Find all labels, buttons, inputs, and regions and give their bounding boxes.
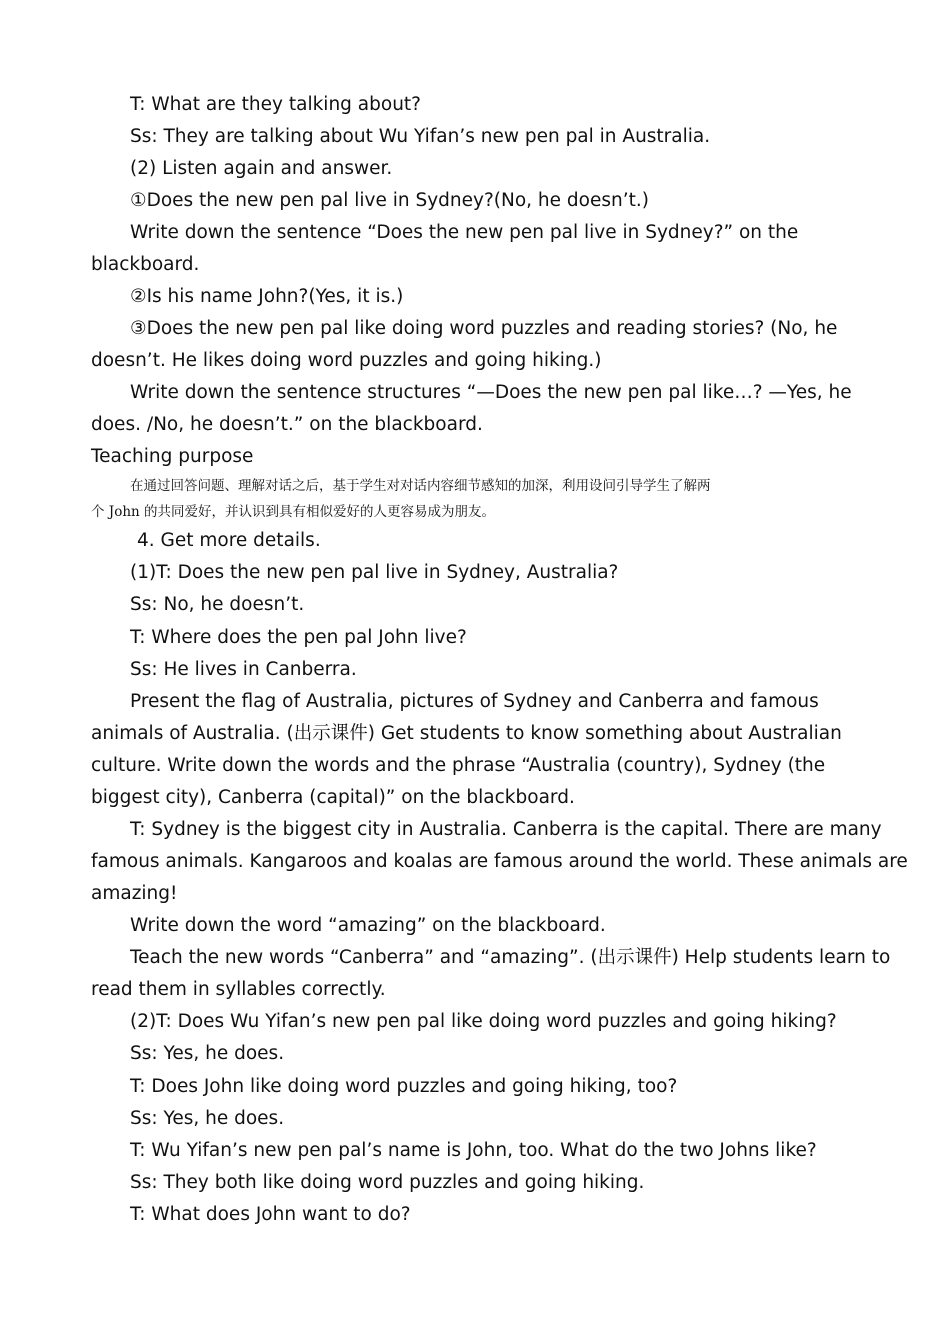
text-line: Ss: They are talking about Wu Yifan’s new pen pal in Australia. xyxy=(130,126,711,147)
text-line: (1)T: Does the new pen pal live in Sydney, Australia? xyxy=(130,562,619,583)
text-line: Ss: Yes, he does. xyxy=(130,1108,285,1129)
text-line: blackboard. xyxy=(91,254,200,275)
text-line: Ss: He lives in Canberra. xyxy=(130,659,357,680)
text-line: Write down the sentence structures “—Does the new pen pal like…? —Yes, he xyxy=(130,382,852,403)
text-line: Teach the new words “Canberra” and “amazing”. (出示课件) Help students learn to xyxy=(130,947,891,968)
text-line: ①Does the new pen pal live in Sydney?(No, he doesn’t.) xyxy=(130,190,649,211)
text-line: Write down the sentence “Does the new pen pal live in Sydney?” on the xyxy=(130,222,799,243)
text-line: culture. Write down the words and the phrase “Australia (country), Sydney (the xyxy=(91,755,826,776)
text-line: T: Sydney is the biggest city in Australia. Canberra is the capital. There are many xyxy=(130,819,882,840)
text-line: 4. Get more details. xyxy=(137,530,321,551)
text-line: famous animals. Kangaroos and koalas are famous around the world. These animals are xyxy=(91,851,908,872)
chinese-note-line: 在通过回答问题、理解对话之后，基于学生对对话内容细节感知的加深，利用设问引导学生了解两 xyxy=(130,478,711,494)
text-line: read them in syllables correctly. xyxy=(91,979,386,1000)
text-line: ③Does the new pen pal like doing word puzzles and reading stories? (No, he xyxy=(130,318,838,339)
text-line: T: Does John like doing word puzzles and going hiking, too? xyxy=(130,1076,678,1097)
text-line: Ss: Yes, he does. xyxy=(130,1043,285,1064)
text-line: doesn’t. He likes doing word puzzles and going hiking.) xyxy=(91,350,602,371)
text-line: ②Is his name John?(Yes, it is.) xyxy=(130,286,404,307)
text-line: T: Wu Yifan’s new pen pal’s name is John, too. What do the two Johns like? xyxy=(130,1140,817,1161)
text-line: (2)T: Does Wu Yifan’s new pen pal like doing word puzzles and going hiking? xyxy=(130,1011,837,1032)
text-line: animals of Australia. (出示课件) Get students to know something about Australian xyxy=(91,723,842,744)
section-heading: Teaching purpose xyxy=(91,446,254,467)
text-line: Present the flag of Australia, pictures of Sydney and Canberra and famous xyxy=(130,691,819,712)
text-line: T: Where does the pen pal John live? xyxy=(130,627,467,648)
text-line: does. /No, he doesn’t.” on the blackboard. xyxy=(91,414,483,435)
text-line: Ss: No, he doesn’t. xyxy=(130,594,305,615)
text-line: (2) Listen again and answer. xyxy=(130,158,393,179)
chinese-note-line: 个 John 的共同爱好，并认识到具有相似爱好的人更容易成为朋友。 xyxy=(91,504,496,520)
text-line: amazing! xyxy=(91,883,178,904)
text-line: T: What are they talking about? xyxy=(130,94,421,115)
text-line: biggest city), Canberra (capital)” on the blackboard. xyxy=(91,787,575,808)
text-line: Write down the word “amazing” on the blackboard. xyxy=(130,915,606,936)
text-line: T: What does John want to do? xyxy=(130,1204,411,1225)
text-line: Ss: They both like doing word puzzles and going hiking. xyxy=(130,1172,645,1193)
